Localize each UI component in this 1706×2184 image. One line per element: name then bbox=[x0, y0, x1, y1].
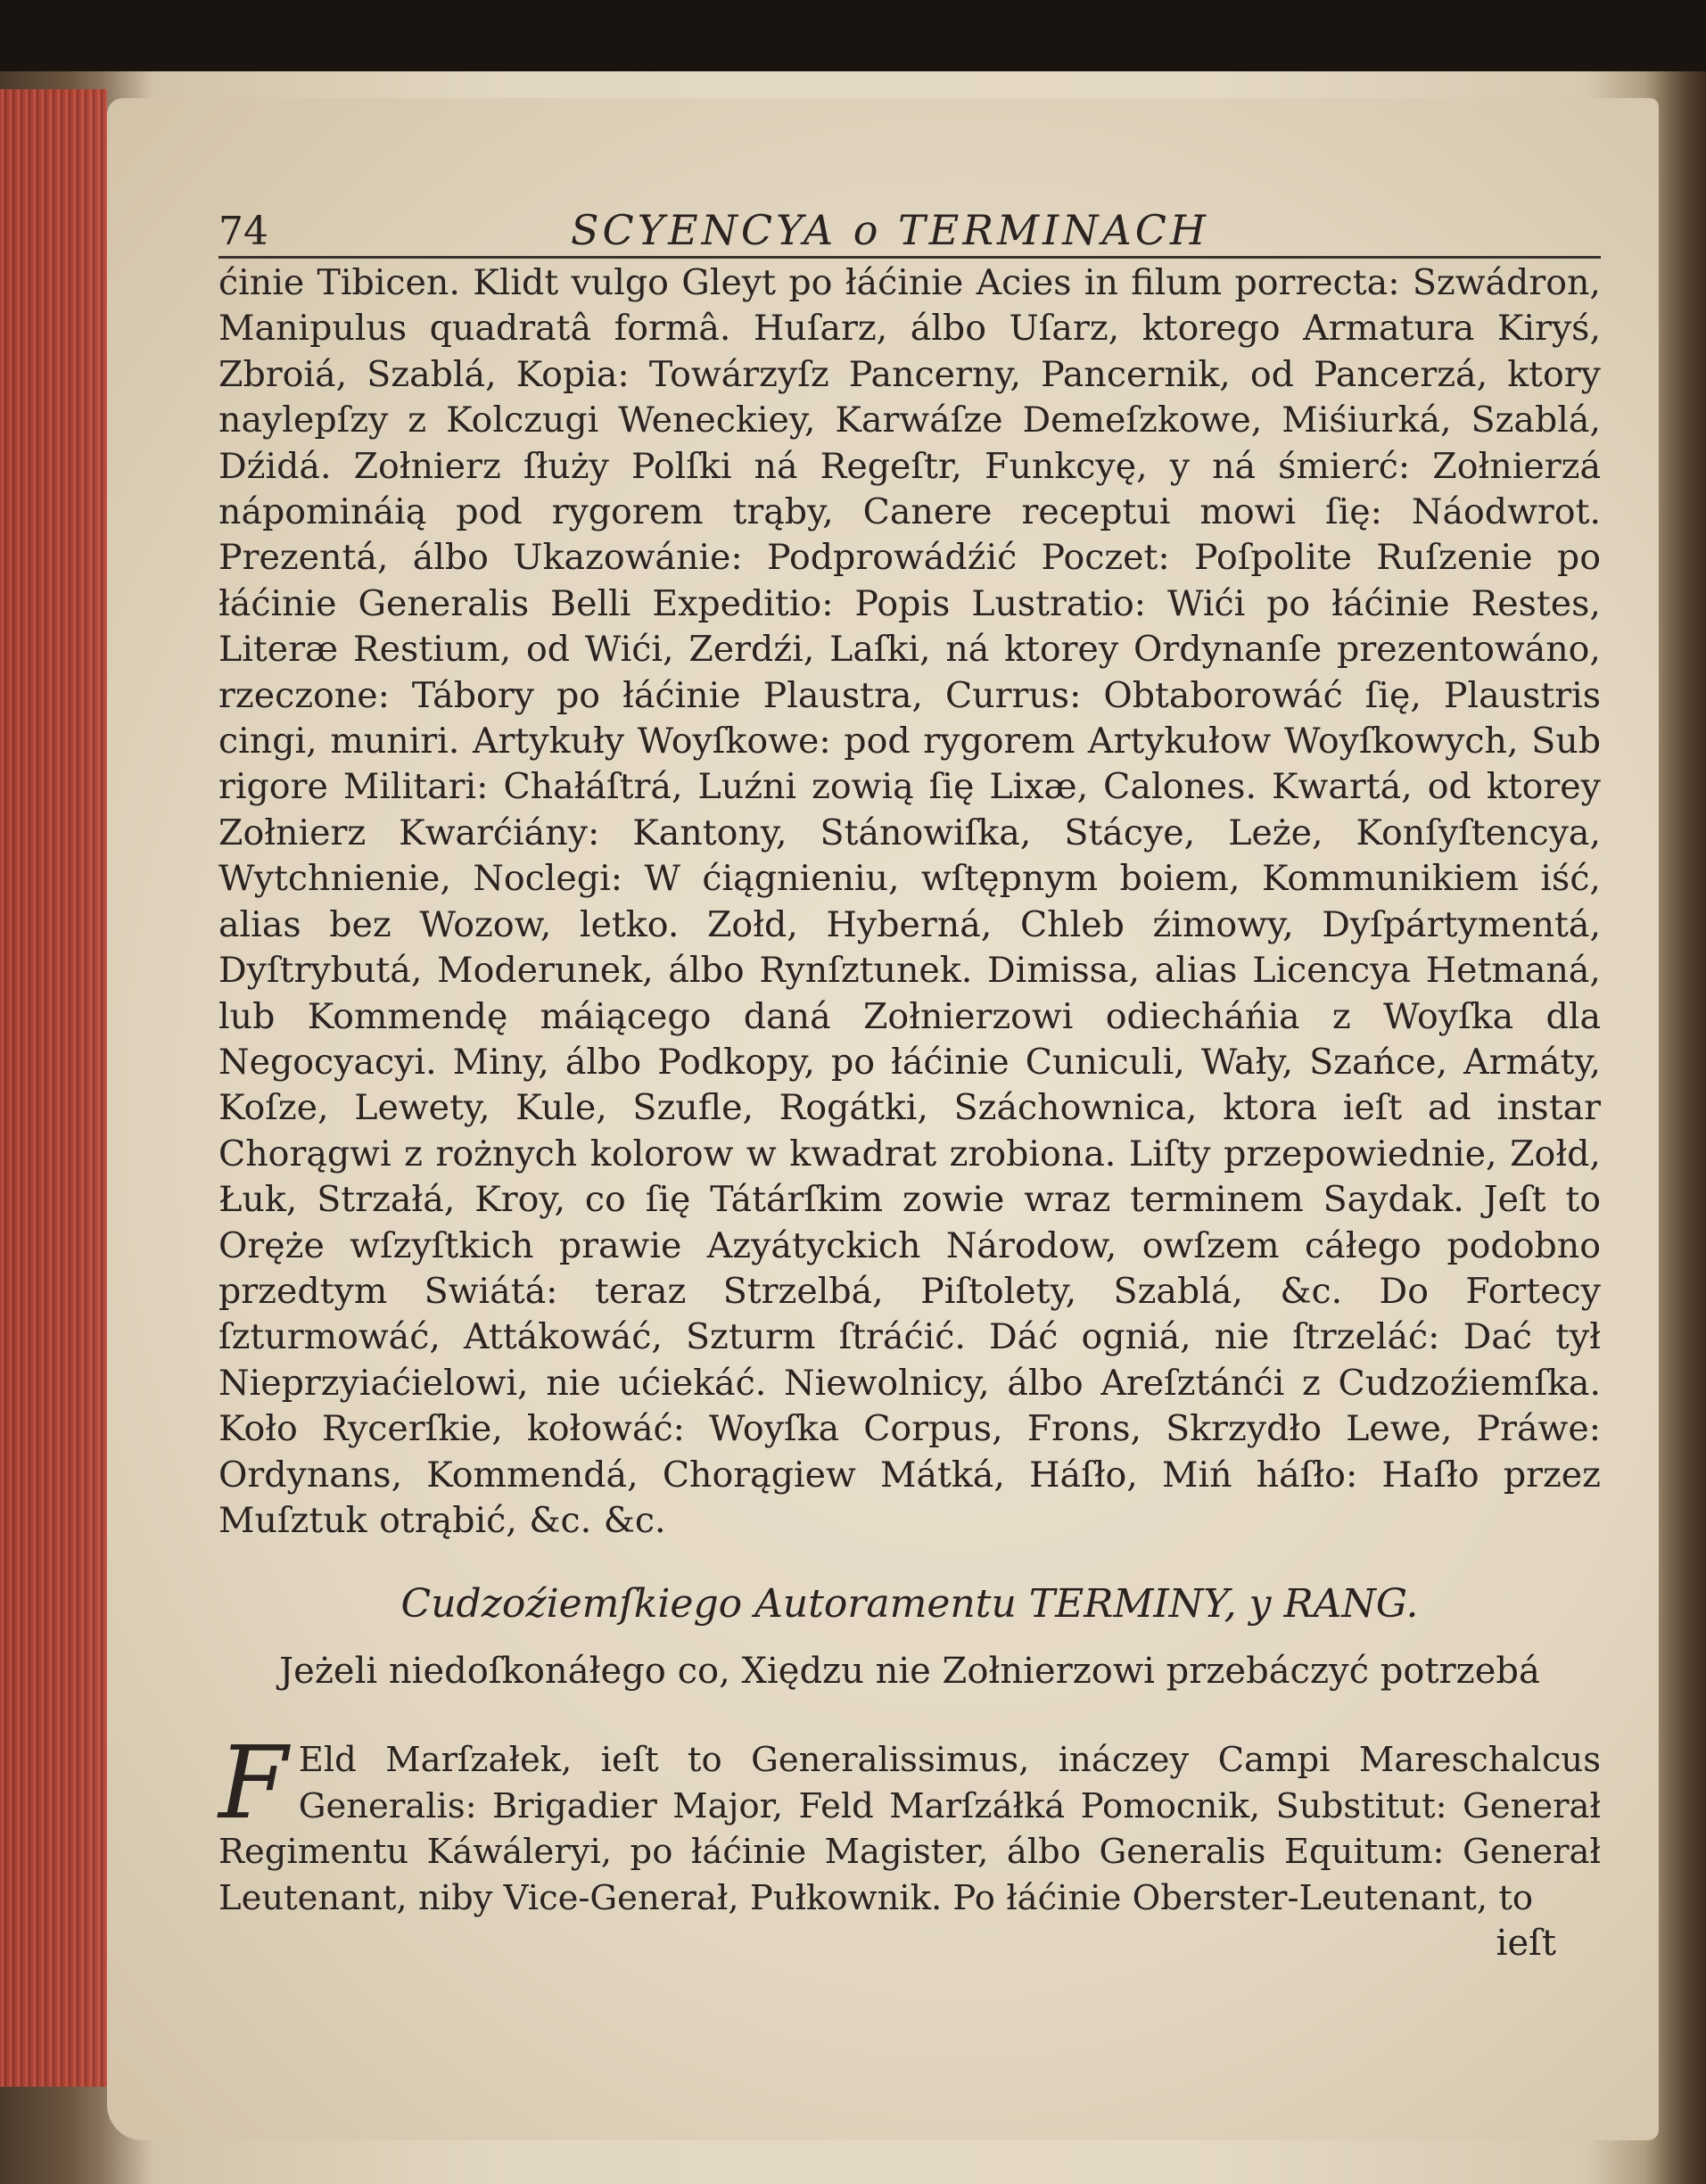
page-edges bbox=[0, 89, 107, 2087]
entry-text: Eld Marſzałek, ieſt to Generalissimus, ináczey Campi Mareschalcus Generalis: Brigadier Major, Feld Marſzáłká Pomocnik, Substitut: Generał Regimentu Káwáleryi, po łáćinie Magister, álbo Generalis Equitum: Generał Leutenant, niby Vice-Generał, Pułkownik. Po łáćinie Oberster-Leutenant, to bbox=[218, 1740, 1601, 1918]
main-paragraph: ćinie Tibicen. Klidt vulgo Gleyt po łáćinie Acies in filum porrecta: Szwádron, Manipulus quadratâ formâ. Huſarz, álbo Uſarz, ktorego Armatura Kiryś, Zbroiá, Szablá, Kopia: Towárzyſz Pancerny, Pancernik, od Pancerzá, ktory naylepſzy z Kolczugi Weneckiey, Karwáſze Demeſzkowe, Miśiurká, Szablá, Dźidá. Zołnierz ſłuży Polſki ná Regeſtr, Funkcyę, y ná śmierć: Zołnierzá nápomináią pod rygorem trąby, Canere receptui mowi ſię: Náodwrot. Prezentá, álbo Ukazowánie: Podprowádźić Poczet: Poſpolite Ruſzenie po łáćinie Generalis Belli Expeditio: Popis Lustratio: Wići po łáćinie Restes, Literæ Restium, od Wići, Zerdźi, Laſki, ná ktorey Ordynanſe prezentowáno, rzeczone: Tábory po łáćinie Plaustra, Currus: Obtaborowáć ſię, Plaustris cingi, muniri. Artykuły Woyſkowe: pod rygorem Artykułow Woyſkowych, Sub rigore Militari: Chałáſtrá, Luźni zowią ſię Lixæ, Calones. Kwartá, od ktorey Zołnierz Kwarćiány: Kantony, Stánowiſka, Stácye, Leże, Konſyſtencya, Wytchnienie, Noclegi: W ćiągnieniu, wſtępnym boiem, Kommunikiem iść, alias bez Wozow, letko. Zołd, Hyberná, Chleb źimowy, Dyſpártymentá, Dyſtrybutá, Moderunek, álbo Rynſztunek. Dimissa, alias Licencya Hetmaná, lub Kommendę máiącego daná Zołnierzowi odiecháńia z Woyſka dla Negocyacyi. Miny, álbo Podkopy, po łáćinie Cuniculi, Wały, Szańce, Armáty, Koſze, Lewety, Kule, Szufle, Rogátki, Száchownica, ktora ieſt ad instar Chorągwi z rożnych kolorow w kwadrat zrobiona. Liſty przepowiednie, Zołd, Łuk, Strzałá, Kroy, co ſię Tátárſkim zowie wraz terminem Saydak. Jeſt to Oręże wſzyſtkich prawie Azyátyckich Národow, owſzem cáłego podobno przedtym Swiátá: teraz Strzelbá, Piſtolety, Szablá, &c. Do Fortecy ſzturmowáć, Attákowáć, Szturm ſtráćić. Dáć ogniá, nie ſtrzeláć: Dać tył Nieprzyiaćielowi, nie ućiekáć. Niewolnicy, álbo Areſztánći z Cudzoźiemſka. Koło Rycerſkie, kołowáć: Woyſka Corpus, Frons, Skrzydło Lewe, Práwe: Ordynans, Kommendá, Chorągiew Mátká, Háſło, Miń háſło: Haſło przez Muſztuk otrąbić, &c. &c. bbox=[218, 262, 1601, 1541]
entry-paragraph bbox=[218, 1726, 1601, 1921]
section-motto: Jeżeli niedoſkonáłego co, Xiędzu nie Zołnierzowi przebáczyć potrzebá bbox=[279, 1651, 1540, 1693]
catchword: ieſt bbox=[1496, 1923, 1556, 1964]
section-title: Cudzoźiemſkiego Autoramentu TERMINY, y RANG. bbox=[400, 1581, 1419, 1628]
drop-cap-initial: F bbox=[218, 1726, 288, 1842]
running-title: SCYENCYA o TERMINACH bbox=[571, 206, 1210, 254]
page-content bbox=[218, 201, 1601, 1966]
running-head bbox=[218, 201, 1601, 259]
page-number: 74 bbox=[218, 209, 268, 254]
